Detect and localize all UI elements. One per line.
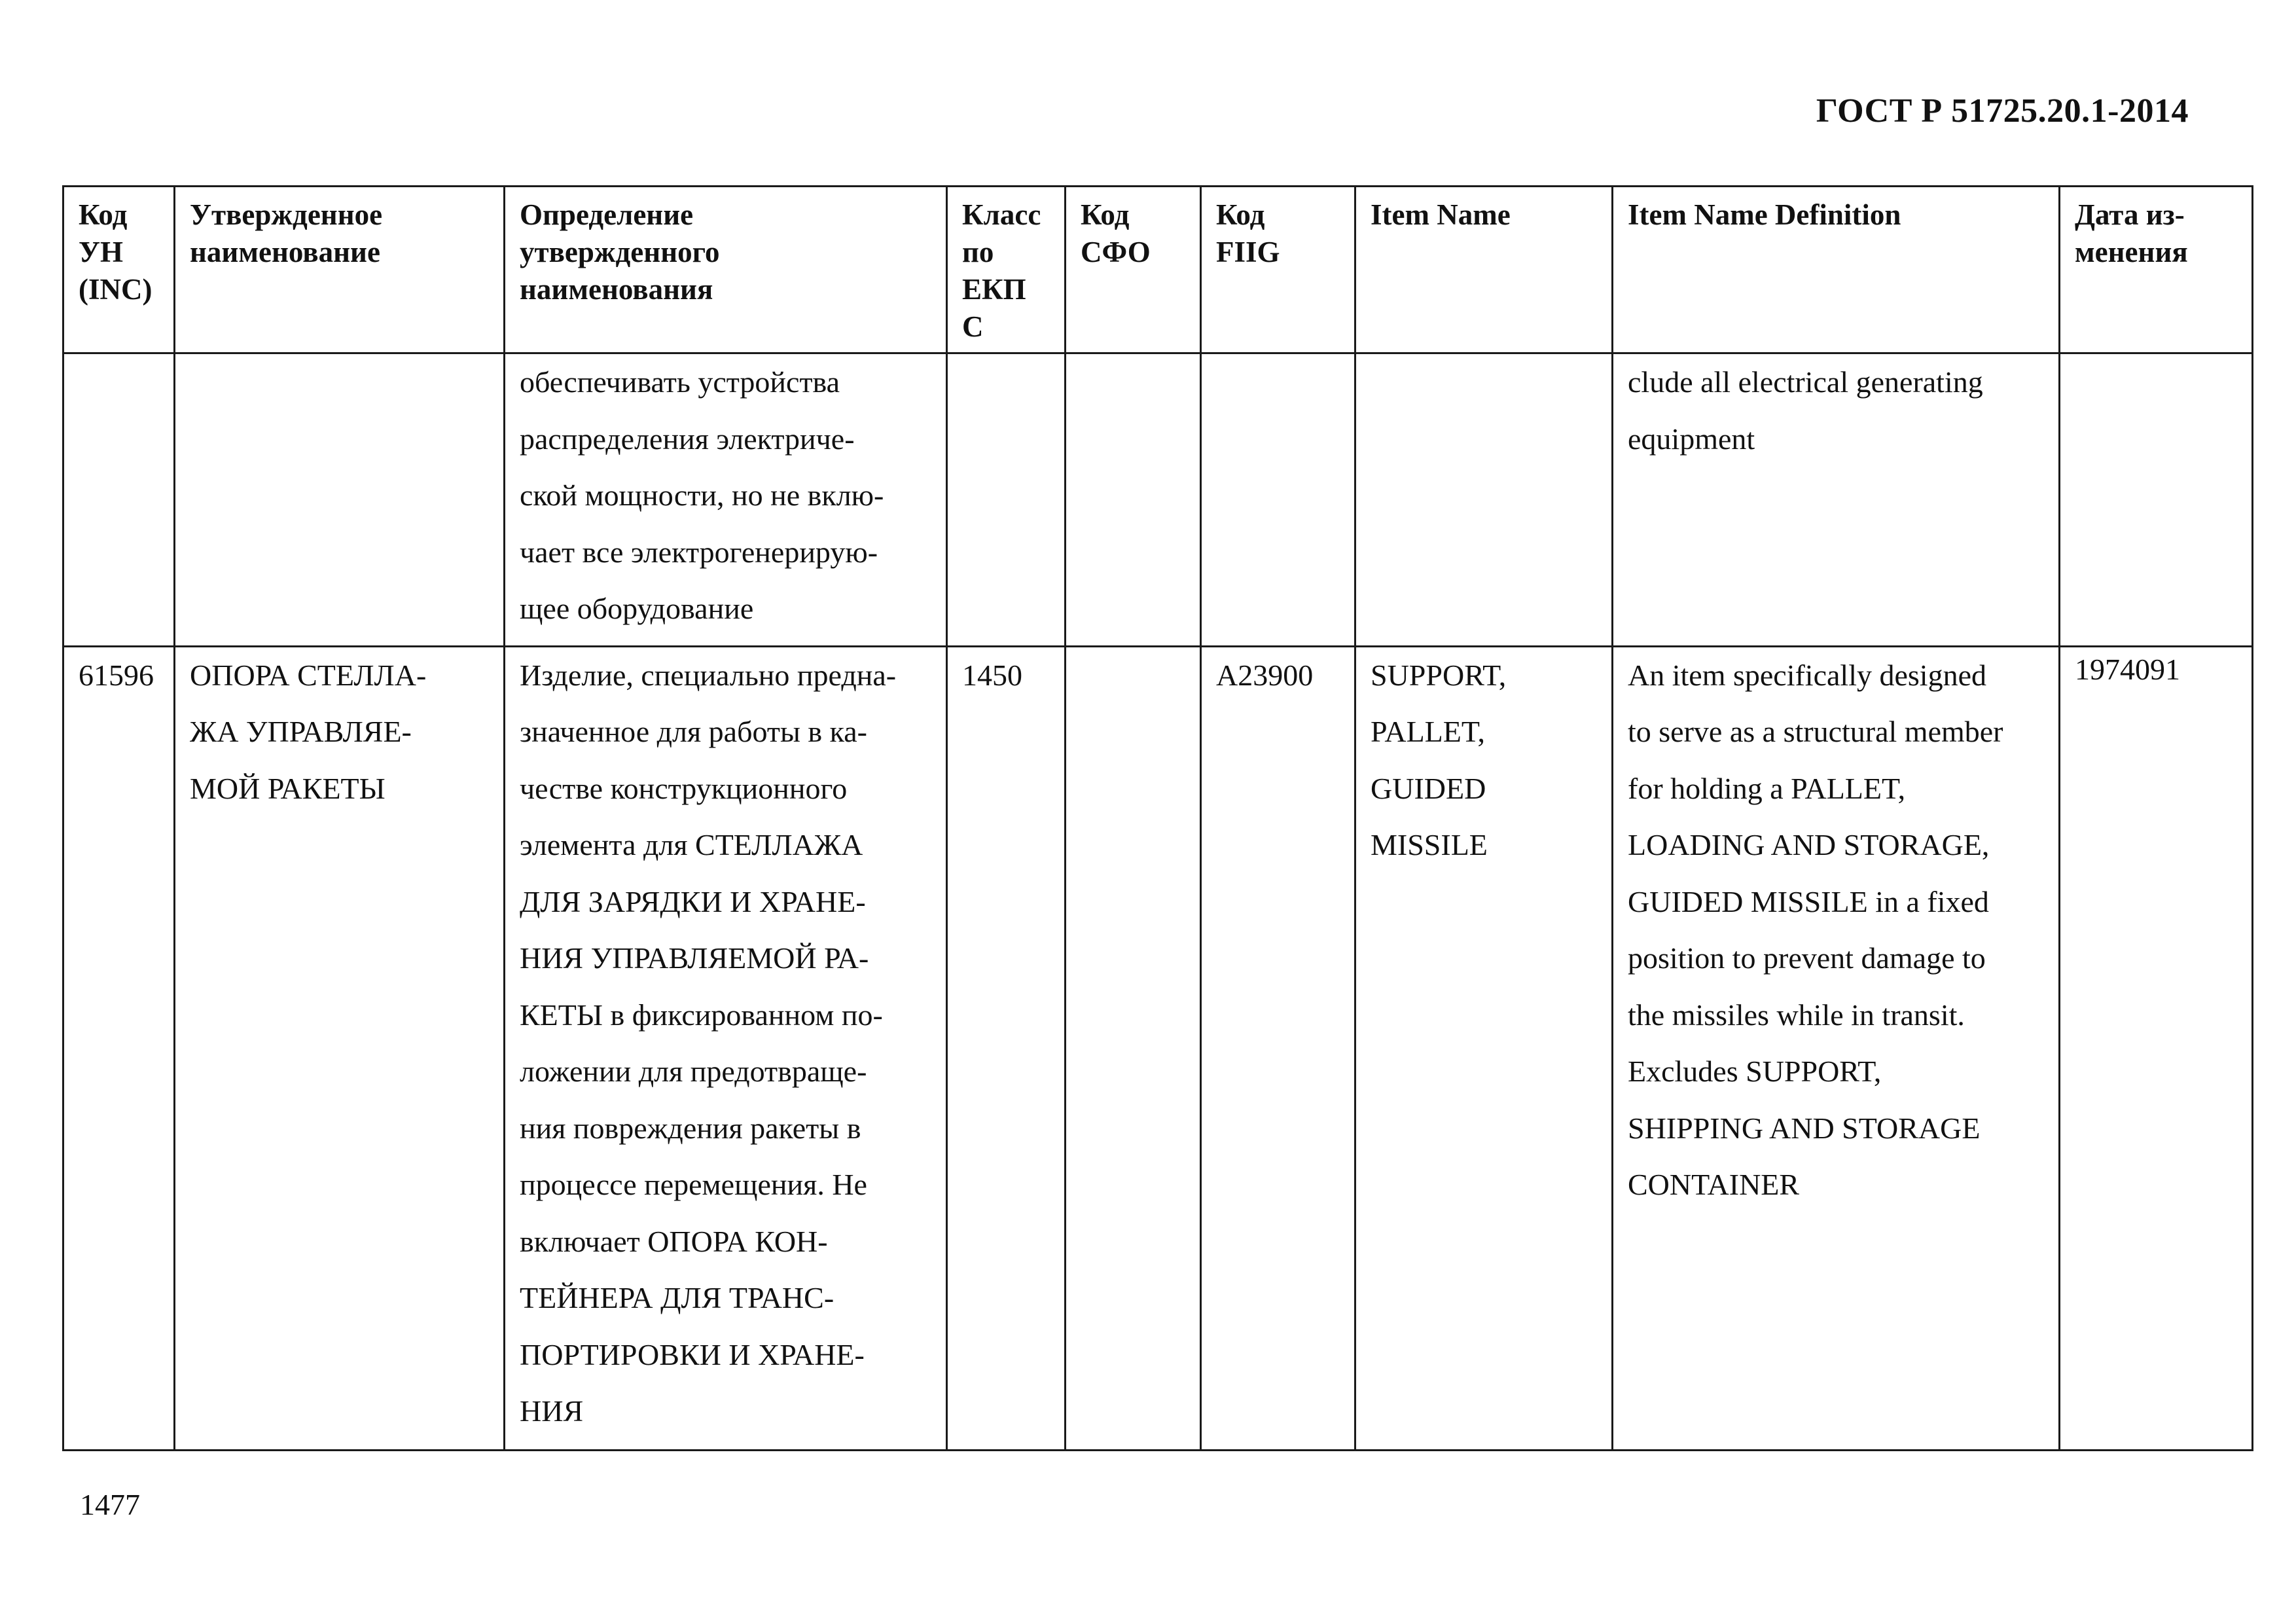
cell-approved-name (175, 353, 505, 647)
cell-change-date: 1974091 (2060, 646, 2253, 1450)
header-definition: Определение утвержденного наименования (505, 187, 947, 353)
page-number: 1477 (80, 1488, 140, 1521)
header-sfo-code: Код СФО (1066, 187, 1201, 353)
cell-fiig-code (1201, 353, 1355, 647)
cell-item-name-definition: clude all electrical generating equipment (1613, 353, 2060, 647)
header-inc: Код УН (INC) (63, 187, 175, 353)
cell-inc (63, 353, 175, 647)
header-item-name-definition: Item Name Definition (1613, 187, 2060, 353)
header-change-date: Дата из- менения (2060, 187, 2253, 353)
cell-inc: 61596 (63, 646, 175, 1450)
cell-ekps-class: 1450 (947, 646, 1066, 1450)
table-header-row (63, 187, 2253, 353)
header-ekps-class: Класс по ЕКП С (947, 187, 1066, 353)
cell-sfo-code (1066, 646, 1201, 1450)
standard-code-header: ГОСТ Р 51725.20.1-2014 (1816, 92, 2189, 130)
cell-item-name: SUPPORT, PALLET, GUIDED MISSILE (1355, 646, 1613, 1450)
table-row (63, 353, 2253, 647)
header-fiig-code: Код FIIG (1201, 187, 1355, 353)
cell-item-name (1355, 353, 1613, 647)
cell-approved-name: ОПОРА СТЕЛЛА- ЖА УПРАВЛЯЕ- МОЙ РАКЕТЫ (175, 646, 505, 1450)
cell-sfo-code (1066, 353, 1201, 647)
cell-fiig-code: A23900 (1201, 646, 1355, 1450)
cell-definition: обеспечивать устройства распределения электриче- ской мощности, но не вклю- чает все электрогенерирую- щее оборудование (505, 353, 947, 647)
items-table (62, 185, 2253, 1451)
table-row (63, 646, 2253, 1450)
header-approved-name: Утвержденное наименование (175, 187, 505, 353)
header-item-name: Item Name (1355, 187, 1613, 353)
cell-definition: Изделие, специально предна- значенное для работы в ка- честве конструкционного элемента для СТЕЛЛАЖА ДЛЯ ЗАРЯДКИ И ХРАНЕ- НИЯ УПРАВЛЯЕМОЙ РА- КЕТЫ в фиксированном по- ложении для предотвраще- ния повреждения ракеты в процессе перемещения. Не включает ОПОРА КОН- ТЕЙНЕРА ДЛЯ ТРАНС- ПОРТИРОВКИ И ХРАНЕ- НИЯ (505, 646, 947, 1450)
cell-item-name-definition: An item specifically designed to serve as a structural member for holding a PALLET, LOADING AND STORAGE, GUIDED MISSILE in a fixed position to prevent damage to the missiles while in transit. Excludes SUPPORT, SHIPPING AND STORAGE CONTAINER (1613, 646, 2060, 1450)
cell-ekps-class (947, 353, 1066, 647)
cell-change-date (2060, 353, 2253, 647)
